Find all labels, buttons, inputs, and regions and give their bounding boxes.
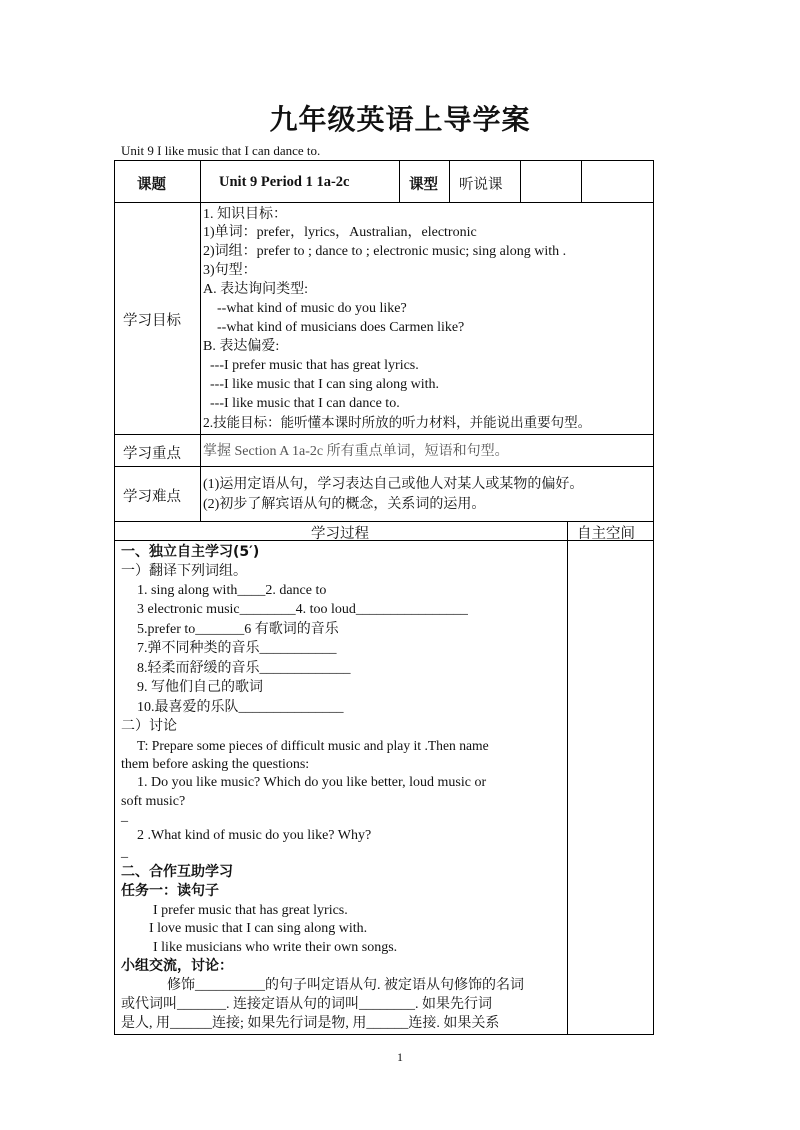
discussion-line: soft music? <box>121 794 186 809</box>
topic-label: 课题 <box>137 177 166 193</box>
translate-item: 8.轻柔而舒缓的音乐_____________ <box>137 661 351 676</box>
objective-line: 3)句型： <box>203 263 257 278</box>
objective-line: 1)单词：prefer，lyrics，Australian，electronic <box>203 225 477 240</box>
objective-line: 2.技能目标：能听懂本课时所放的听力材料，并能说出重要句型。 <box>203 415 592 430</box>
example-sentence: I love music that I can sing along with. <box>149 921 368 936</box>
process-header: 学习过程 <box>311 526 369 542</box>
group-line: 修饰__________的句子叫定语从句. 被定语从句修饰的名词 <box>167 978 524 993</box>
example-sentence: I like musicians who write their own songs. <box>153 940 398 955</box>
objective-line: ---I like music that I can sing along with. <box>203 377 439 392</box>
difficulty-line: (1)运用定语从句，学习表达自己或他人对某人或某物的偏好。 <box>203 477 584 492</box>
discussion-line: them before asking the questions: <box>121 757 310 772</box>
translate-item: 1. sing along with____2. dance to <box>137 583 327 598</box>
objective-line: ---I prefer music that has great lyrics. <box>203 358 419 373</box>
objectives-label: 学习目标 <box>123 313 181 329</box>
page-number: 1 <box>397 1050 403 1064</box>
objective-line: --what kind of music do you like? <box>203 301 407 316</box>
discussion-line: 2 .What kind of music do you like? Why? <box>137 828 372 843</box>
translate-item: 5.prefer to_______6 有歌词的音乐 <box>137 622 339 637</box>
key-points-text: 掌握 Section A 1a-2c 所有重点单词，短语和句型。 <box>203 444 509 459</box>
discussion-line: T: Prepare some pieces of difficult music and play it .Then name <box>137 738 489 753</box>
translate-item: 9. 写他们自己的歌词 <box>137 680 263 695</box>
topic-value: Unit 9 Period 1 1a-2c <box>219 174 350 190</box>
objective-line: B. 表达偏爱: <box>203 339 280 354</box>
lesson-plan-table <box>114 160 654 1035</box>
objective-line: A. 表达询问类型: <box>203 282 308 297</box>
difficulties-row <box>115 467 653 522</box>
translate-item: 7.弹不同种类的音乐___________ <box>137 641 337 656</box>
difficulty-line: (2)初步了解宾语从句的概念，关系词的运用。 <box>203 497 486 512</box>
objective-line: 2)词组：prefer to ; dance to ; electronic music; sing along with . <box>203 244 567 259</box>
document-title: 九年级英语上导学案 <box>269 103 531 136</box>
discussion-line: 1. Do you like music? Which do you like better, loud music or <box>137 775 487 790</box>
topic-row <box>115 161 653 203</box>
process-header-row <box>115 522 653 541</box>
difficulties-label: 学习难点 <box>123 489 181 505</box>
group-line: 或代词叫_______. 连接定语从句的词叫________. 如果先行词 <box>121 997 492 1012</box>
objective-line: --what kind of musicians does Carmen like? <box>203 320 465 335</box>
group-discussion-title: 小组交流，讨论： <box>121 958 233 974</box>
example-sentence: I prefer music that has great lyrics. <box>153 903 348 918</box>
answer-blank[interactable]: _ <box>121 845 128 860</box>
part1-title: 一）翻译下列词组。 <box>121 563 247 579</box>
key-points-label: 学习重点 <box>123 446 181 462</box>
self-space-header: 自主空间 <box>577 526 635 542</box>
unit-line: Unit 9 I like music that I can dance to. <box>121 143 321 158</box>
objectives-row <box>115 203 653 435</box>
process-body-row <box>115 541 653 1034</box>
key-points-row <box>115 435 653 467</box>
translate-item: 10.最喜爱的乐队_______________ <box>137 700 344 715</box>
type-value: 听说课 <box>459 177 503 193</box>
group-line: 是人, 用______连接; 如果先行词是物, 用______连接. 如果关系 <box>121 1016 500 1031</box>
answer-blank[interactable]: _ <box>121 809 128 824</box>
section2-title: 二、合作互助学习 <box>121 864 233 880</box>
objective-line: 1. 知识目标： <box>203 207 287 222</box>
self-space-area[interactable] <box>568 541 652 1034</box>
objective-line: ---I like music that I can dance to. <box>203 396 400 411</box>
task1-title: 任务一：读句子 <box>121 883 219 899</box>
part2-title: 二）讨论 <box>121 718 177 734</box>
type-label: 课型 <box>409 177 438 193</box>
section1-title: 一、独立自主学习(5′) <box>121 544 260 560</box>
translate-item: 3 electronic music________4. too loud________________ <box>137 602 468 617</box>
